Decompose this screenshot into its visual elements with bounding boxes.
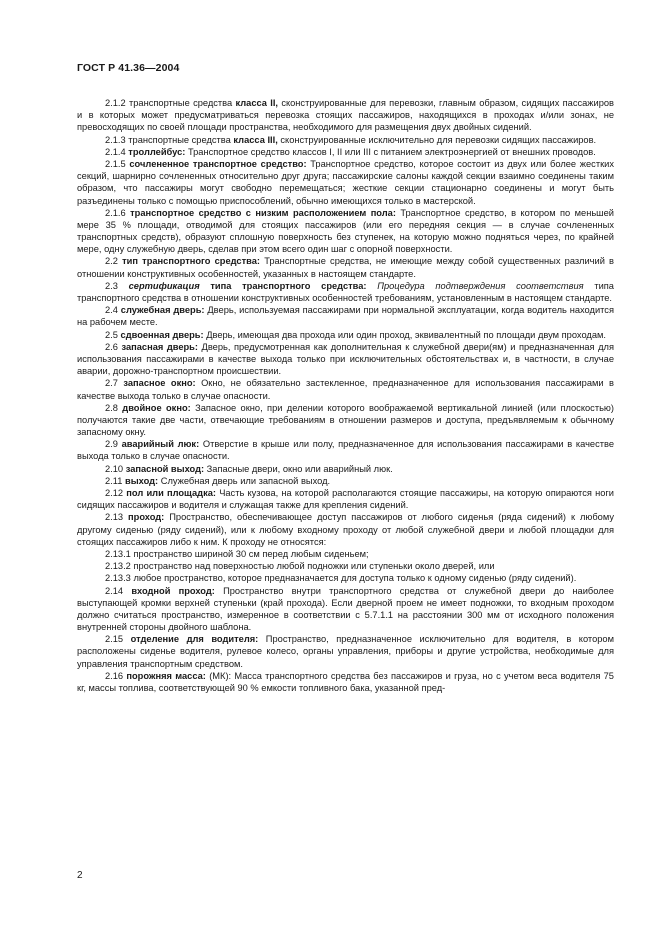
clause-term: порожняя масса: [126,670,206,681]
clause-paragraph [77,207,614,256]
clause-text: Запасные двери, окно или аварийный люк. [206,463,393,474]
clause-term: двойное окно: [122,402,191,413]
clause-text: Запасное окно, при делении которого воображаемой вертикальной линией (или плоскостью) получаются такие две части, отвечающие требованиям в отношении размеров и доступа, предъявляемым к обычному запасному окну. [77,402,614,438]
clause-paragraph [77,329,614,341]
clause-text: Транспортное средство, в котором по меньшей мере 35 % площади, отводимой для стоящих пассажиров (или его передняя секция — в случае сочлененных транспортных средств), образуют сплошную поверхность без ступенек, на которую можно подняться через, по крайней мере, одну служебную дверь, сделав при этом всего один шаг с опорной поверхности. [77,207,614,255]
clause-number: 2.9 [105,439,118,450]
clause-paragraph [77,670,614,694]
clause-text-italic: Процедура подтверждения соответствия [377,280,584,291]
clause-paragraph [77,97,614,134]
page-number: 2 [77,870,83,881]
clause-number: 2.1.3 [105,134,126,145]
clause-term: класса II, [235,98,279,108]
clause-term: входной проход: [131,585,215,596]
clause-paragraph [77,341,614,378]
clause-term: сочлененное транспортное средство: [129,158,307,169]
clause-text: пространство над поверхностью любой подножки или ступеньки около дверей, или [133,561,495,572]
clause-term: запасная дверь: [121,341,198,352]
clause-number: 2.13.3 [105,573,131,584]
clause-text: сконструированные для перевозки, главным образом, сидящих пассажиров и в которых может предусматриваться перевозка стоящих пассажиров, находящихся в проходах и/или зонах, не превосходящих по своей площади пространства, необходимого для размещения двух двойных сидений. [77,98,614,133]
clause-term: отделение для водителя: [130,634,259,645]
clause-paragraph [77,475,614,487]
clause-paragraph [77,438,614,462]
clause-number: 2.8 [105,402,118,413]
clause-text: Служебная дверь или запасной выход. [160,475,331,486]
clause-text: Транспортное средство, которое состоит из двух или более жестких секций, шарнирно сочлененных относительно друг друга; пассажирские салоны каждой секции взаимно соединены таким образом, что пассажиры могут свободно перемещаться; жесткие секции стационарно соединены и могут быть разъединены только с помощью приспособлений, обычно имеющихся только в мастерской. [77,158,614,206]
clause-paragraph [77,633,614,670]
document-body [77,97,614,694]
clause-number: 2.13.2 [105,561,131,572]
clause-text: (МК): Масса транспортного средства без пассажиров и груза, но с учетом веса водителя 75 кг, массы топлива, соответствующей 90 % емкости топливного бака, указанной пред- [77,670,614,693]
clause-number: 2.15 [105,634,124,645]
clause-paragraph [77,304,614,328]
clause-paragraph [77,134,614,146]
clause-text: сконструированные исключительно для перевозки сидящих пассажиров. [280,134,597,145]
clause-number: 2.10 [105,463,124,474]
clause-number: 2.1.6 [105,207,126,218]
clause-text: Дверь, используемая пассажирами при нормальной эксплуатации, когда водитель находится на рабочем месте. [77,305,614,328]
clause-term: запасной выход: [125,463,205,474]
clause-term: типа транспортного средства: [210,280,367,291]
clause-term: троллейбус: [128,146,186,157]
clause-number: 2.1.2 [105,98,126,108]
clause-paragraph [77,280,614,304]
clause-paragraph [77,402,614,439]
clause-text: Пространство, обеспечивающее доступ пассажиров от любого сиденья (ряда сидений) к любому другому сиденью (ряду сидений), или к любому входному проходу от любой служебной двери и любой площадки для стоящих пассажиров либо к ним. К проходу не относятся: [77,512,614,547]
clause-text: Транспортные средства, не имеющие между собой существенных различий в отношении конструктивных особенностей, указанных в настоящем стандарте. [77,256,614,279]
clause-text: типа транспортного средства в отношении конструктивных особенностей требованиям, установленным в настоящем стандарте. [77,280,614,303]
clause-number: 2.12 [105,488,124,498]
clause-paragraph [77,487,614,511]
clause-number: 2.4 [105,305,118,316]
clause-term: сдвоенная дверь: [120,329,204,340]
clause-term: выход: [125,475,159,486]
clause-paragraph [77,560,614,572]
clause-number: 2.3 [105,280,118,291]
clause-text: Окно, не обязательно застекленное, предназначенное для использования пассажирами в качестве выхода только в случае опасности. [77,378,614,401]
clause-term: тип транспортного средства: [122,256,261,267]
clause-term: транспортное средство с низким расположением пола: [130,207,396,218]
clause-number: 2.13 [105,512,124,523]
clause-term: аварийный люк: [121,439,200,450]
clause-number: 2.1.5 [105,158,126,169]
clause-prefix: транспортные средства [128,98,233,108]
clause-paragraph [77,158,614,207]
clause-text: любое пространство, которое предназначается для доступа только к одному сиденью (ряду сидений). [133,573,577,584]
document-header: ГОСТ Р 41.36—2004 [77,62,180,74]
clause-term: пол или площадка: [126,488,216,498]
clause-number: 2.16 [105,670,124,681]
clause-paragraph [77,585,614,634]
clause-text: Транспортное средство классов I, II или III с питанием электроэнергией от внешних проводов. [187,146,596,157]
clause-text: Часть кузова, на которой располагаются стоящие пассажиры, на которую опираются ноги сидящих пассажиров и водителя и служащая также для крепления сидений. [77,488,614,511]
clause-text: Отверстие в крыше или полу, предназначенное для использования пассажирами в качестве выхода только в случае опасности. [77,439,615,462]
clause-term: служебная дверь: [120,305,205,316]
clause-number: 2.11 [105,475,123,486]
clause-text: Пространство, предназначенное исключительно для водителя, в котором расположены сиденье водителя, рулевое колесо, органы управления, приборы и другие устройства, необходимые для управления транспортным средством. [77,634,614,669]
clause-text: Дверь, предусмотренная как дополнительная к служебной двери(ям) и предназначенная для использования пассажирами в качестве выхода только при исключительных обстоятельствах и, в частности, в случае аварии, дорожно-транспортном происшествии. [77,341,614,377]
clause-prefix: транспортные средства [128,134,231,145]
clause-text: Дверь, имеющая два прохода или один проход, эквивалентный по площади двум проходам. [206,329,606,340]
clause-paragraph [77,463,614,475]
clause-paragraph [77,377,614,401]
clause-text: пространство шириной 30 см перед любым сиденьем; [133,548,369,559]
clause-paragraph [77,548,614,560]
clause-number: 2.7 [105,378,118,389]
clause-number: 2.6 [105,341,118,352]
clause-term-italic: сертификация [128,280,200,291]
clause-number: 2.1.4 [105,146,126,157]
clause-paragraph [77,255,614,279]
clause-number: 2.13.1 [105,548,131,559]
clause-number: 2.14 [105,585,124,596]
clause-text: Пространство внутри транспортного средства от служебной двери до наиболее выступающей кромки верхней ступеньки (край прохода). Если дверной проем не имеет подножки, то входным проходом должно считаться пространство, измеренное в соответствии с 5.7.1.1 на расстоянии 300 мм от исходного положения внутренней стороны двойного шаблона. [77,585,614,633]
clause-paragraph [77,572,614,584]
clause-term: класса III, [233,134,278,145]
clause-paragraph [77,146,614,158]
clause-term: запасное окно: [123,378,196,389]
clause-term: проход: [128,512,165,523]
clause-number: 2.2 [105,256,118,267]
clause-paragraph [77,511,614,548]
clause-number: 2.5 [105,329,118,340]
